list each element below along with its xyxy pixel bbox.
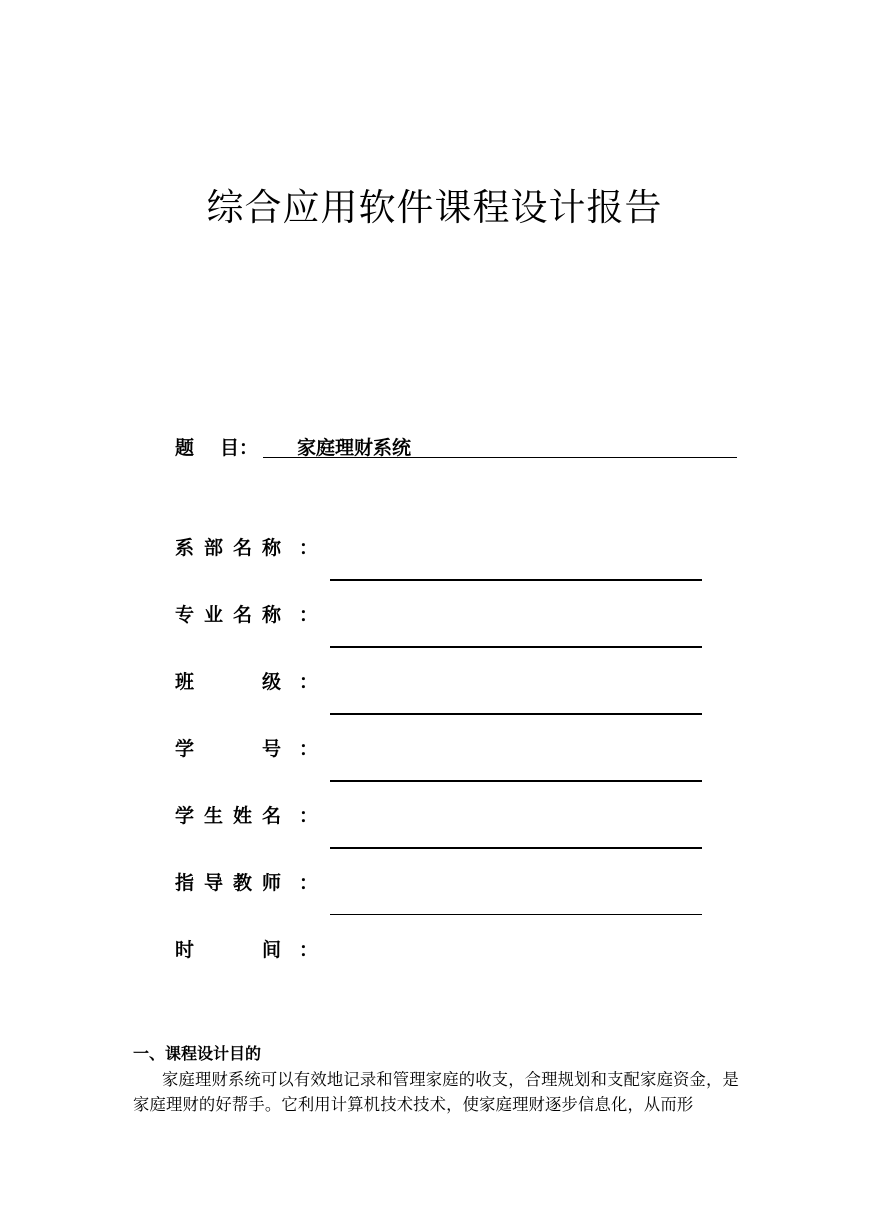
label-char: 导 [204,872,224,894]
subject-row [175,434,737,462]
label-char: 师 [262,872,282,894]
label-char: 级 [262,671,282,693]
field-colon: ： [299,805,319,827]
label-char: 时 [175,939,195,961]
label-char: 学 [175,805,195,827]
label-char: 号 [262,738,282,760]
field-major [175,600,705,630]
field-label [175,868,315,898]
subject-label [175,434,258,462]
field-underline [330,579,702,581]
field-label [175,734,315,764]
field-student-name [175,801,705,831]
field-label [175,600,315,630]
subject-value: 家庭理财系统 [263,434,737,458]
field-advisor [175,868,705,898]
label-char: 名 [233,604,253,626]
label-char: 生 [204,805,224,827]
field-colon: ： [299,738,319,760]
field-underline [330,914,702,915]
field-department [175,533,705,563]
label-char: 部 [204,537,224,559]
field-colon: ： [299,939,319,961]
label-char: 教 [233,872,253,894]
label-char: 称 [262,604,282,626]
field-class [175,667,705,697]
report-title: 综合应用软件课程设计报告 [206,186,663,229]
label-char: 业 [204,604,224,626]
field-label [175,533,315,563]
subject-label-part1: 题 [175,437,195,459]
field-colon: ： [299,537,319,559]
field-colon: ： [299,604,319,626]
subject-label-part2: 目： [220,437,259,459]
label-char: 系 [175,537,195,559]
field-label [175,801,315,831]
field-colon: ： [299,671,319,693]
field-label [175,667,315,697]
label-char: 名 [233,537,253,559]
label-char: 指 [175,872,195,894]
label-char: 称 [262,537,282,559]
field-student-id [175,734,705,764]
label-char: 名 [262,805,282,827]
field-underline [330,847,702,849]
field-label [175,935,315,965]
label-char: 专 [175,604,195,626]
label-char: 间 [262,939,282,961]
field-underline [330,780,702,782]
section-heading: 一、课程设计目的 [133,1044,262,1063]
field-underline [330,646,702,648]
section-paragraph: 家庭理财系统可以有效地记录和管理家庭的收支，合理规划和支配家庭资金，是家庭理财的好帮手。它利用计算机技术技术，使家庭理财逐步信息化，从而形 [133,1070,739,1114]
label-char: 姓 [233,805,253,827]
label-char: 学 [175,738,195,760]
label-char: 班 [175,671,195,693]
field-underline [330,713,702,715]
field-time [175,935,705,965]
field-colon: ： [299,872,319,894]
